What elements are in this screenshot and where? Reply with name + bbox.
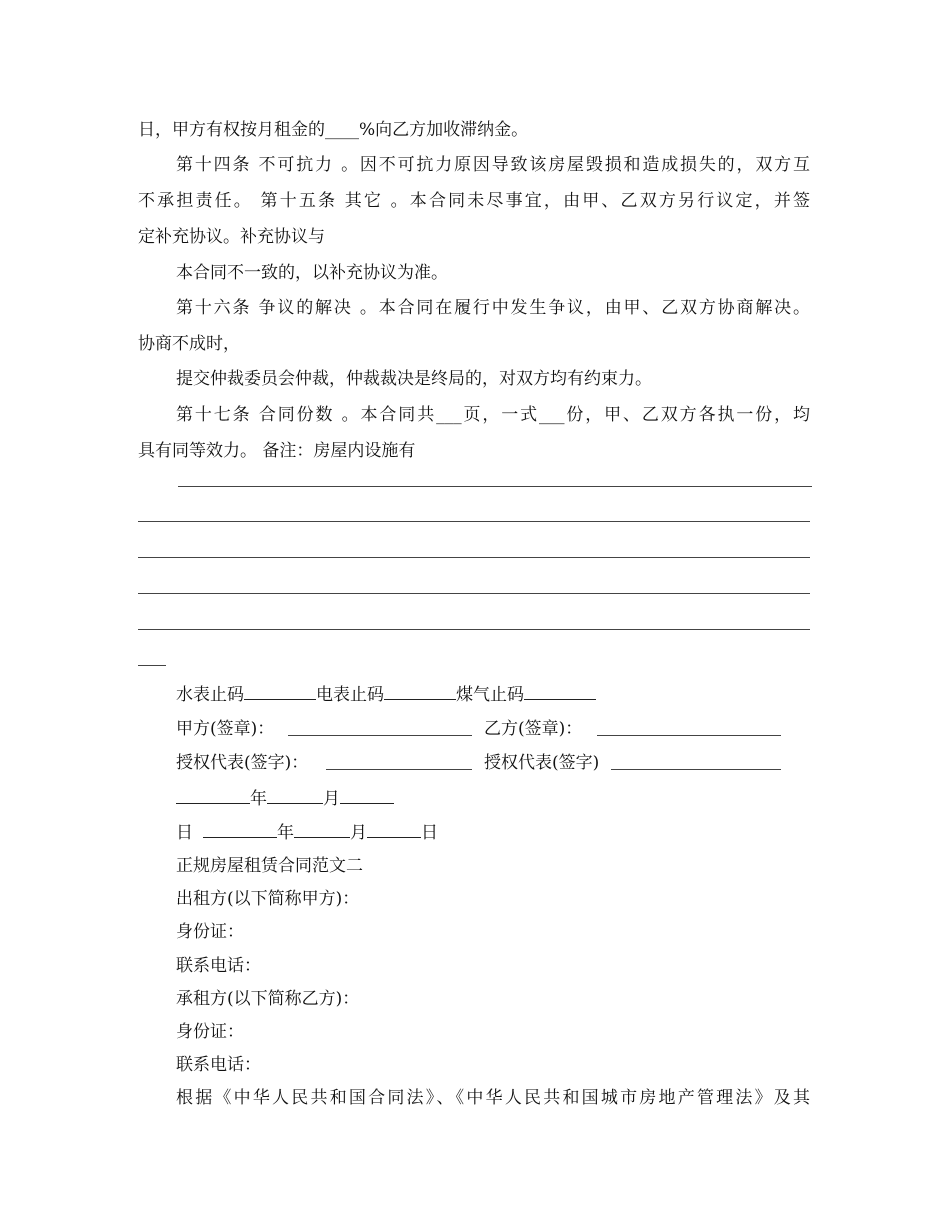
rep-a-signature-label: 授权代表(签字)： — [176, 753, 309, 773]
arbitration-line: 提交仲裁委员会仲裁，仲裁裁决是终局的，对双方均有约束力。 — [176, 369, 652, 389]
lessee-id-label: 身份证： — [176, 1022, 244, 1042]
party-a-signature-label: 甲方(签章)： — [176, 719, 275, 739]
year-blank — [203, 821, 277, 838]
rep-b-signature-label: 授权代表(签字) — [484, 753, 600, 773]
lessor-id-label: 身份证： — [176, 922, 244, 942]
article-15-line-end: 定补充协议。补充协议与 — [138, 227, 325, 247]
day-label: 日 — [176, 823, 193, 843]
remarks-blank-line — [178, 486, 812, 487]
electric-meter-blank — [384, 683, 456, 700]
party-b-signature-label: 乙方(签章)： — [484, 719, 583, 739]
gas-meter-label: 煤气止码 — [456, 685, 524, 705]
article-17-line-1: 第十七条 合同份数 。本合同共___页，一式___份，甲、乙双方各执一份，均 — [176, 405, 810, 425]
article-14-line-1: 第十四条 不可抗力 。因不可抗力原因导致该房屋毁损和造成损失的，双方互 — [176, 155, 810, 175]
rep-a-signature-blank — [326, 769, 472, 770]
year-blank — [176, 787, 250, 804]
article-16-line-2: 协商不成时， — [138, 334, 240, 354]
legal-basis-line: 根据《中华人民共和国合同法》、《中华人民共和国城市房地产管理法》及其 — [176, 1088, 810, 1108]
supplement-precedence: 本合同不一致的，以补充协议为准。 — [176, 263, 448, 283]
rep-b-signature-blank — [611, 769, 781, 770]
month-label: 月 — [350, 823, 367, 843]
meter-readings-row — [176, 683, 596, 706]
remarks-blank-line — [138, 593, 810, 594]
year-label: 年 — [277, 823, 294, 843]
lessor-phone-label: 联系电话： — [176, 956, 261, 976]
remarks-blank-line — [138, 557, 810, 558]
remarks-blank-line — [138, 665, 166, 666]
article-15-line: 不承担责任。 第十五条 其它 。本合同未尽事宜，由甲、乙双方另行议定，并签 — [138, 191, 810, 211]
month-blank — [294, 821, 350, 838]
section-2-title: 正规房屋租赁合同范文二 — [176, 856, 363, 876]
electric-meter-label: 电表止码 — [316, 685, 384, 705]
month-blank — [267, 787, 323, 804]
date-row-1 — [176, 787, 394, 810]
article-16-line-1: 第十六条 争议的解决 。本合同在履行中发生争议，由甲、乙双方协商解决。 — [176, 298, 810, 318]
paragraph-late-fee: 日，甲方有权按月租金的____%向乙方加收滞纳金。 — [138, 120, 529, 140]
water-meter-label: 水表止码 — [176, 685, 244, 705]
remarks-blank-line — [138, 629, 810, 630]
day-blank — [340, 787, 394, 804]
remarks-blank-line — [138, 521, 810, 522]
lessee-phone-label: 联系电话： — [176, 1055, 261, 1075]
day-label: 日 — [421, 823, 438, 843]
month-label: 月 — [323, 789, 340, 809]
date-row-2 — [176, 821, 438, 844]
gas-meter-blank — [524, 683, 596, 700]
year-label: 年 — [250, 789, 267, 809]
party-a-signature-blank — [288, 735, 472, 736]
remarks-line: 具有同等效力。 备注：房屋内设施有 — [138, 441, 416, 461]
day-blank — [367, 821, 421, 838]
lessor-label: 出租方(以下简称甲方)： — [176, 889, 360, 909]
water-meter-blank — [244, 683, 316, 700]
lessee-label: 承租方(以下简称乙方)： — [176, 989, 360, 1009]
party-b-signature-blank — [597, 735, 781, 736]
